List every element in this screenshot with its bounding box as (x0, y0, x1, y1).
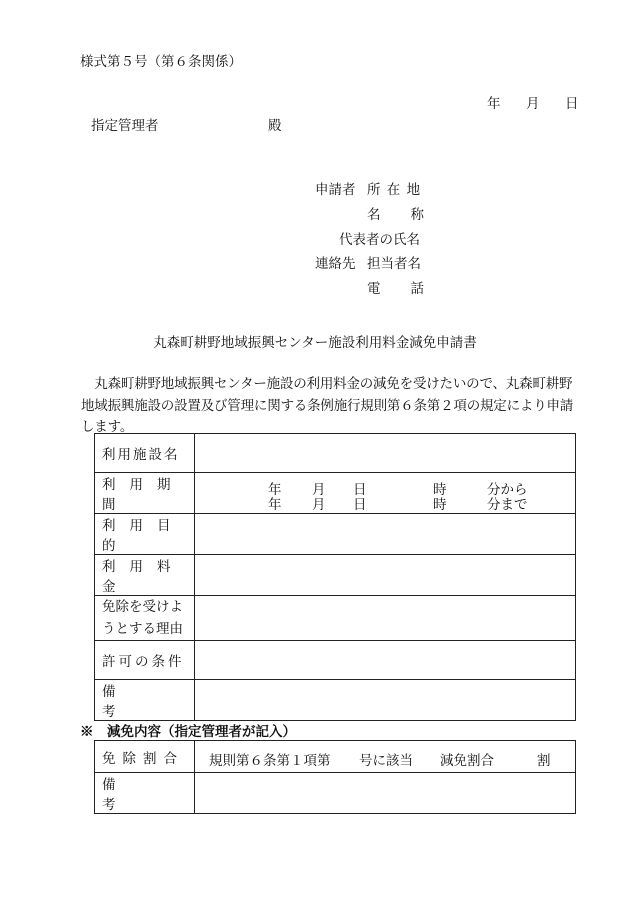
address-label: 所 在 地 (367, 182, 422, 198)
conditions-label: 許可の条件 (95, 641, 195, 680)
reduction-rate-row (95, 741, 576, 773)
date-month: 月 (526, 96, 540, 112)
addressee-honorific: 殿 (268, 118, 282, 134)
reduction-rate-field[interactable] (195, 741, 576, 773)
period-field[interactable] (195, 473, 576, 514)
form-title: 丸森町耕野地域振興センター施設利用料金減免申請書 (153, 335, 477, 351)
reduction-remarks-field[interactable] (195, 773, 576, 814)
reduction-heading: ※ 減免内容（指定管理者が記入） (80, 724, 296, 740)
date-year: 年 (487, 96, 501, 112)
date-day: 日 (565, 96, 579, 112)
reduction-rate-label: 免除割合 (95, 741, 195, 773)
period-start-line: 年 月 日 時 分から (268, 482, 528, 498)
name-label: 名 称 (367, 207, 425, 223)
remarks-label: 備考 (95, 680, 195, 721)
form-number: 様式第５号（第６条関係） (80, 54, 242, 70)
purpose-label: 利用目的 (95, 514, 195, 555)
purpose-field[interactable] (195, 514, 576, 555)
representative-label: 代表者の氏名 (339, 232, 420, 248)
period-end-line: 年 月 日 時 分まで (268, 497, 528, 513)
remarks-field[interactable] (195, 680, 576, 721)
facility-name-label: 利用施設名 (95, 434, 195, 473)
reduction-table (94, 740, 576, 814)
fee-label: 利用料金 (95, 555, 195, 596)
purpose-row (95, 514, 576, 555)
period-label: 利用期間 (95, 473, 195, 514)
unit-text: 割 (537, 753, 551, 769)
period-row (95, 473, 576, 514)
fee-row (95, 555, 576, 596)
applicant-label: 申請者 (315, 182, 356, 198)
rate-text: 減免割合 (440, 753, 494, 769)
body-text: 丸森町耕野地域振興センター施設の利用料金の減免を受けたいので、丸森町耕野地域振興施設の設置及び管理に関する条例施行規則第６条第２項の規定により申請します。 (81, 376, 574, 435)
facility-name-field[interactable] (195, 434, 576, 473)
conditions-field[interactable] (195, 641, 576, 680)
reason-label: 免除を受けよ うとする理由 (95, 596, 195, 641)
person-in-charge-label: 担当者名 (367, 256, 421, 272)
remarks-row (95, 680, 576, 721)
reduction-remarks-label: 備考 (95, 773, 195, 814)
reason-field[interactable] (195, 596, 576, 641)
fee-field[interactable] (195, 555, 576, 596)
contact-label: 連絡先 (315, 256, 356, 272)
facility-name-row (95, 434, 576, 473)
phone-label: 電 話 (367, 281, 425, 297)
reduction-remarks-row (95, 773, 576, 814)
application-table (94, 433, 576, 721)
addressee: 指定管理者 (91, 118, 159, 134)
item-text: 号に該当 (359, 753, 413, 769)
rule-text: 規則第６条第１項第 (209, 753, 331, 769)
reason-row (95, 596, 576, 641)
conditions-row (95, 641, 576, 680)
